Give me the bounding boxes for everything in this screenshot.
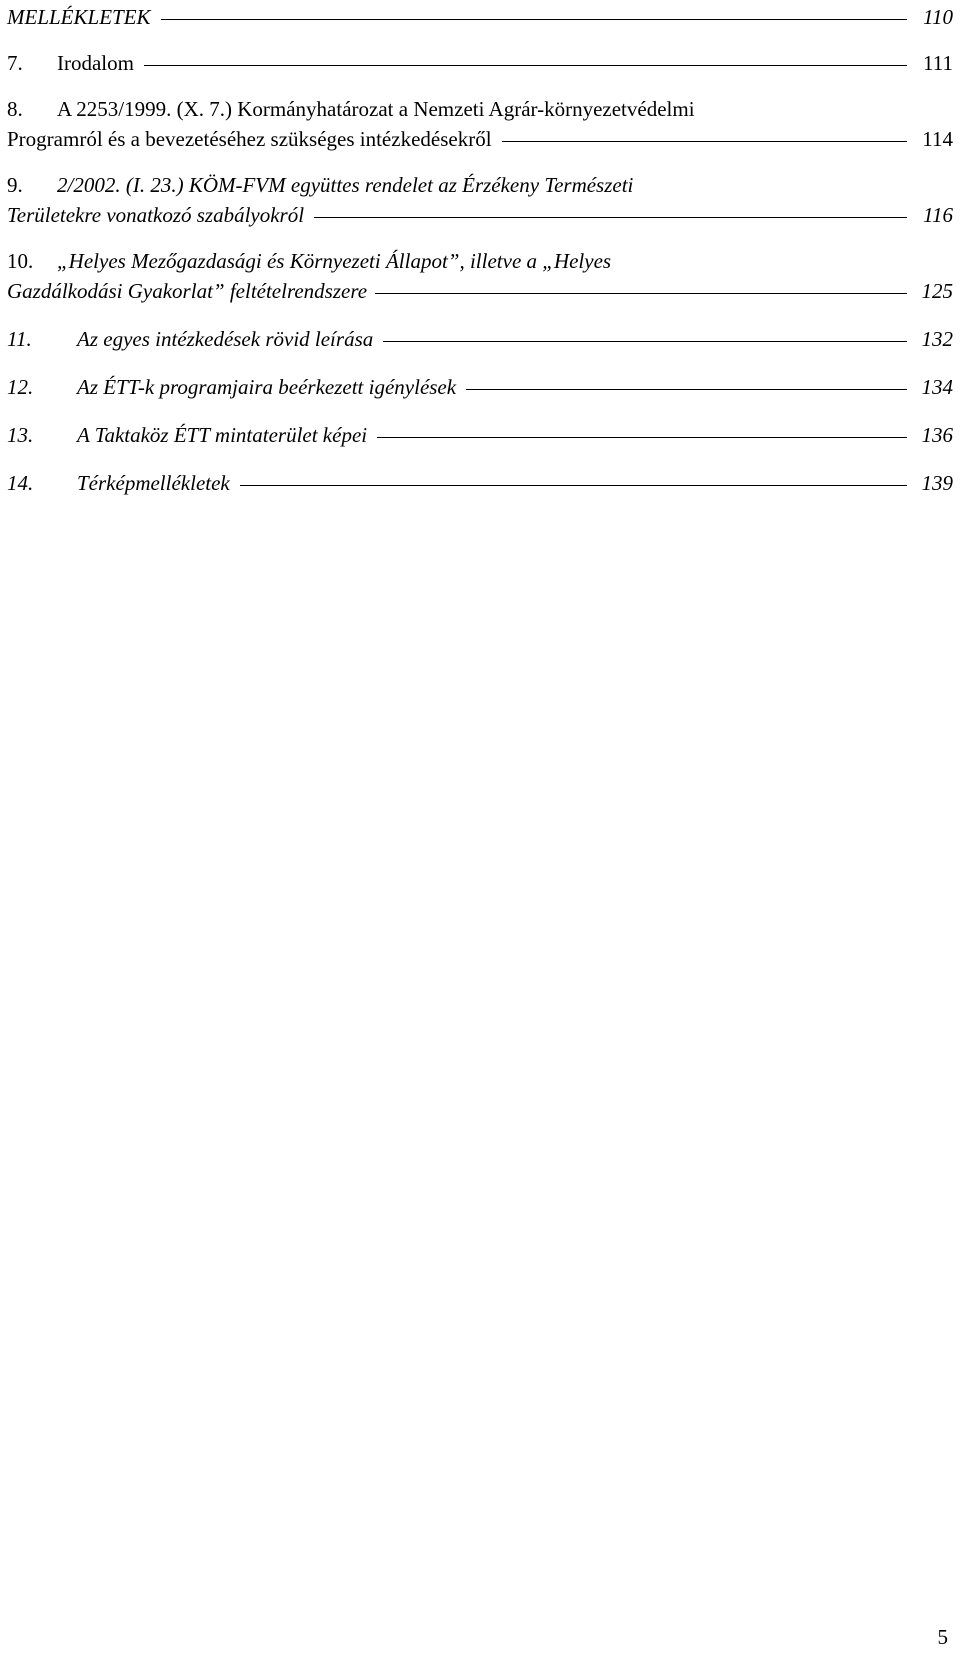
toc-entry-10[interactable] [7,246,953,306]
toc-entry-number: 11. [7,327,32,351]
toc-entry-number: 8. [7,97,23,121]
page-number: 5 [937,1625,948,1649]
toc-entry-number: 10. [7,249,34,273]
table-of-contents [7,0,953,498]
toc-entry-page: 110 [923,5,953,29]
toc-entry-number: 12. [7,375,34,399]
toc-entry-8[interactable] [7,94,953,154]
toc-entry-11[interactable] [7,324,953,354]
toc-leader-line [377,437,907,438]
toc-entry-number: 14. [7,471,34,495]
toc-leader-line [144,65,907,66]
toc-entry-number: 13. [7,423,34,447]
toc-entry-title: Az egyes intézkedések rövid leírása [77,327,374,351]
toc-entry-title-line1: A 2253/1999. (X. 7.) Kormányhatározat a Nemzeti Agrár-környezetvédelmi [57,97,695,121]
toc-entry-title: Az ÉTT-k programjaira beérkezett igénylések [77,375,457,399]
toc-leader-line [383,341,907,342]
toc-leader-line [240,485,907,486]
toc-entry-title-line1: „Helyes Mezőgazdasági és Környezeti Állapot”, illetve a „Helyes [57,249,612,273]
toc-entry-title: A Taktaköz ÉTT mintaterület képei [77,423,368,447]
toc-entry-page: 125 [921,279,953,303]
toc-entry-13[interactable] [7,420,953,450]
toc-entry-page: 132 [921,327,953,351]
toc-entry-title: Térképmellékletek [77,471,230,495]
toc-entry-title-line1: 2/2002. (I. 23.) KÖM-FVM együttes rendelet az Érzékeny Természeti [57,173,634,197]
toc-entry-number: 7. [7,51,23,75]
toc-entry-page: 136 [921,423,953,447]
toc-entry-7[interactable] [7,48,953,78]
toc-entry-page: 111 [923,51,953,75]
toc-entry-mellekletek[interactable] [7,2,953,32]
toc-entry-page: 116 [923,203,953,227]
toc-entry-title: Irodalom [57,51,134,75]
toc-entry-14[interactable] [7,468,953,498]
toc-entry-page: 134 [921,375,953,399]
toc-entry-title-line2: Területekre vonatkozó szabályokról [7,203,305,227]
toc-entry-page: 139 [921,471,953,495]
toc-leader-line [161,19,907,20]
toc-entry-title-line2: Programról és a bevezetéséhez szükséges intézkedésekről [7,127,492,151]
toc-leader-line [466,389,907,390]
toc-leader-line [375,293,907,294]
toc-entry-number: 9. [7,173,23,197]
toc-entry-page: 114 [922,127,953,151]
toc-entry-12[interactable] [7,372,953,402]
toc-entry-9[interactable] [7,170,953,230]
toc-leader-line [314,217,907,218]
toc-entry-title-line2: Gazdálkodási Gyakorlat” feltételrendszere [7,279,368,303]
toc-leader-line [502,141,907,142]
toc-entry-title: MELLÉKLETEK [7,5,151,29]
